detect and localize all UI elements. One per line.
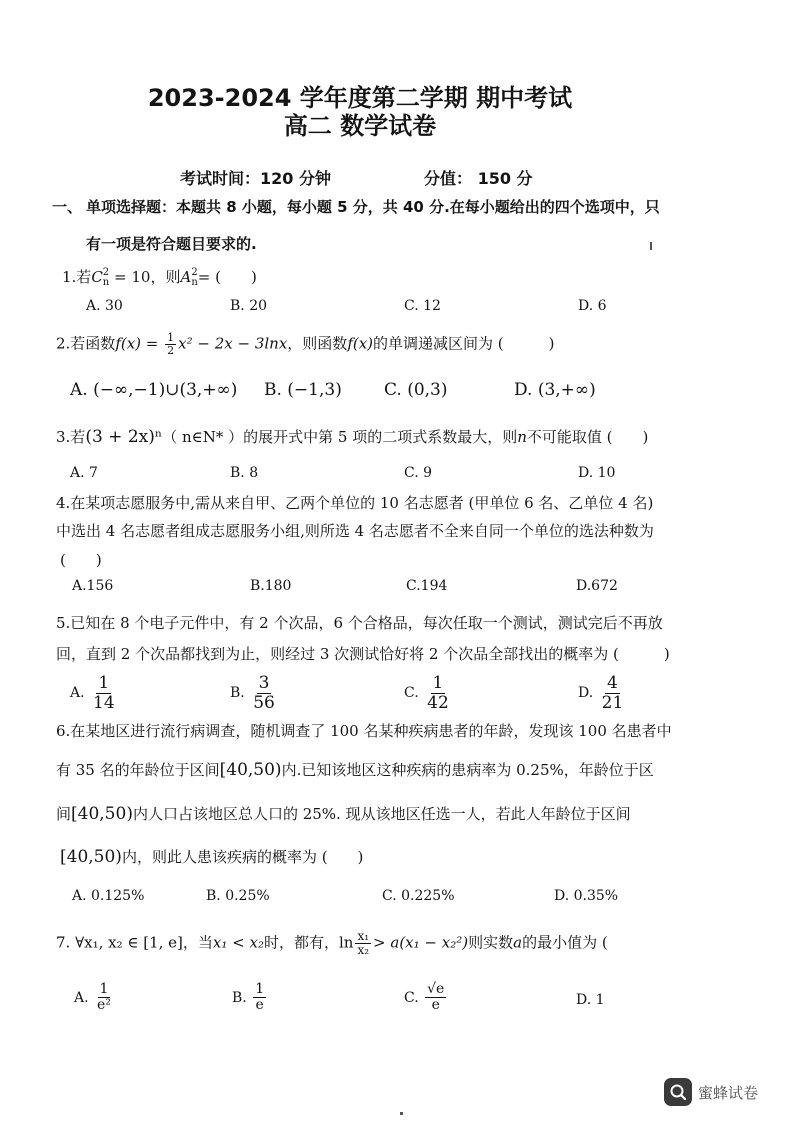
q5-c-den: 42 [427, 692, 449, 713]
search-bubble-icon [664, 1078, 692, 1106]
q1-a-sup: 2 [191, 267, 198, 278]
q2-fx-tail: x² − 2x − 3lnx [178, 334, 288, 353]
q1-text-b: ，则 [150, 268, 181, 286]
q7-a-den: e² [97, 997, 111, 1014]
exam-score: 分值： 150 分 [424, 169, 533, 188]
q5-a-num: 1 [98, 673, 110, 693]
q7-text-a: 7. ∀x₁, x₂ ∈ [1, e]，当 [56, 933, 213, 952]
q6-line3-b: 内人口占该地区总人口的 25%. 现从该地区任选一人，若此人年龄位于区间 [132, 805, 631, 823]
q5-option-c-label: C. [404, 685, 419, 702]
q5-d-num: 4 [607, 673, 618, 693]
q2-half-num: 1 [167, 331, 175, 344]
question-4-line3: ( ) [60, 551, 102, 569]
q7-option-a-fraction [95, 982, 113, 1014]
q1-c-sub: n [102, 277, 110, 288]
q7-option-c-label: C. [404, 989, 419, 1006]
q5-a-den: 14 [93, 692, 115, 713]
q6-line2-a: 有 35 名的年龄位于区间 [56, 761, 220, 779]
q7-option-c [404, 982, 448, 1014]
q5-option-a [70, 674, 119, 712]
q7-c-den: e [431, 997, 440, 1014]
q3-option-c: C. 9 [404, 465, 433, 481]
q1-option-d: D. 6 [578, 298, 607, 314]
q5-b-num: 3 [258, 673, 270, 693]
q7-var: a [513, 933, 523, 952]
q2-option-d: D. (3,+∞) [514, 380, 596, 400]
q2-option-a: A. (−∞,−1)∪(3,+∞) [70, 380, 238, 400]
q2-option-b: B. (−1,3) [264, 380, 342, 400]
exam-subtitle: 高二 数学试卷 [283, 112, 437, 140]
q4-option-c: C.194 [406, 578, 448, 594]
q7-option-b-label: B. [232, 989, 247, 1006]
q5-c-num: 1 [432, 673, 444, 693]
q6-interval-3: [40,50) [60, 847, 122, 867]
question-7-stem [56, 930, 608, 957]
q7-cond: x₁ < x₂ [212, 933, 264, 952]
q7-text-b: 时，都有， [263, 933, 339, 952]
q5-option-d-fraction [600, 674, 626, 712]
q1-a-sub: n [191, 277, 198, 288]
q7-a-num: 1 [99, 981, 109, 997]
q7-option-b-fraction [253, 982, 266, 1014]
exam-time: 考试时间：120 分钟 [180, 169, 331, 188]
q6-option-d: D. 0.35% [554, 888, 619, 904]
q6-line4-b: 内，则此人患该疾病的概率为 ( ) [121, 848, 364, 866]
q7-ineq: > a(x₁ − x₂²) [373, 933, 469, 952]
q7-c-num: √e [427, 981, 445, 997]
q3-expr: (3 + 2x)ⁿ [85, 427, 163, 447]
question-4-line1: 4.在某项志愿服务中,需从来自甲、乙两个单位的 10 名志愿者 (甲单位 6 名、乙单位 4 名) [56, 494, 654, 512]
question-5-line1: 5.已知在 8 个电子元件中，有 2 个次品，6 个合格品，每次任取一个测试，测试完后不再放 [56, 614, 663, 632]
q6-interval-2: [40,50) [71, 804, 133, 824]
question-6-line3 [56, 803, 631, 824]
question-4-line2: 中选出 4 名志愿者组成志愿服务小组,则所选 4 名志愿者不全来自同一个单位的选法种数为 [56, 522, 654, 540]
q5-option-a-fraction [91, 674, 117, 712]
section-instructions-line1: 单项选择题：本题共 8 小题，每小题 5 分，共 40 分.在每小题给出的四个选项中，只 [86, 198, 660, 216]
q4-option-d: D.672 [576, 578, 618, 594]
q1-c-sup: 2 [102, 267, 110, 278]
question-1-stem [62, 266, 257, 288]
q1-text-c: = ( ) [197, 268, 257, 286]
question-5-line2: 回，直到 2 个次品都找到为止，则经过 3 次测试恰好将 2 个次品全部找出的概率为 ( ) [56, 645, 670, 663]
scan-speck [650, 242, 652, 250]
q6-interval-1: [40,50) [219, 760, 282, 780]
q6-option-a: A. 0.125% [72, 888, 145, 904]
q7-text-d: 的最小值为 ( [522, 933, 608, 952]
q1-c-value: = 10 [109, 268, 151, 286]
q3-option-a: A. 7 [70, 465, 98, 481]
question-6-line2 [56, 759, 654, 780]
q1-a: A [180, 268, 192, 286]
section-instructions-line2: 有一项是符合题目要求的. [86, 235, 257, 253]
q6-option-b: B. 0.25% [206, 888, 270, 904]
q2-half-den: 2 [167, 344, 175, 358]
q1-text-a: 1.若 [62, 268, 92, 286]
q2-fx2: f(x) [347, 334, 374, 353]
q2-text-b: ，则函数 [287, 334, 348, 353]
q2-option-c: C. (0,3) [384, 380, 448, 400]
q5-option-b [230, 674, 279, 712]
q3-option-d: D. 10 [578, 465, 616, 481]
q5-option-d-label: D. [578, 685, 594, 702]
q7-ln: ln [339, 933, 354, 952]
q5-option-b-fraction [251, 674, 277, 712]
q7-option-a [74, 982, 115, 1014]
q3-text-c: 不可能取值 ( ) [526, 428, 649, 446]
q3-var: n [517, 428, 527, 446]
question-6-line1: 6.在某地区进行流行病调查，随机调查了 100 名某种疾病患者的年龄，发现该 100 名患者中 [56, 722, 672, 740]
q3-text-a: 3.若 [56, 428, 86, 446]
q1-option-c: C. 12 [404, 298, 441, 314]
watermark [664, 1078, 758, 1106]
q2-fx: f(x) = [115, 334, 164, 353]
question-2-stem [56, 332, 555, 357]
q5-option-c-fraction [425, 674, 451, 712]
q1-c: C [91, 268, 103, 286]
q7-option-c-fraction [425, 982, 446, 1014]
q6-line2-b: 内.已知该地区这种疾病的患病率为 0.25%，年龄位于区 [281, 761, 654, 779]
q3-option-b: B. 8 [230, 465, 259, 481]
q5-d-den: 21 [601, 692, 624, 713]
q3-cond: （ n∈N* ） [162, 428, 244, 446]
q7-option-b [232, 982, 268, 1014]
q7-text-c: 则实数 [468, 933, 514, 952]
q2-text-a: 2.若函数 [56, 334, 116, 353]
q2-text-c: 的单调递减区间为 ( ) [373, 334, 555, 353]
q5-option-d [578, 674, 627, 712]
q7-b-num: 1 [255, 981, 265, 997]
q7-option-a-label: A. [74, 989, 89, 1006]
question-6-line4 [60, 846, 363, 867]
q7-ln-fraction [355, 930, 371, 957]
q7-option-d: D. 1 [576, 992, 605, 1008]
q5-option-b-label: B. [230, 685, 245, 702]
q2-half-fraction [165, 332, 176, 357]
q5-option-c [404, 674, 453, 712]
q7-ln-den: x₂ [357, 943, 370, 958]
q1-option-b: B. 20 [230, 298, 268, 314]
scan-speck [400, 1112, 403, 1115]
q6-option-c: C. 0.225% [382, 888, 455, 904]
question-3-stem [56, 426, 648, 447]
q4-option-a: A.156 [72, 578, 114, 594]
section-number: 一、 [52, 198, 83, 216]
q5-option-a-label: A. [70, 685, 85, 702]
watermark-text: 蜜蜂试卷 [698, 1083, 759, 1102]
q6-line3-a: 间 [56, 805, 72, 823]
q7-b-den: e [255, 997, 264, 1014]
q1-option-a: A. 30 [86, 298, 123, 314]
q5-b-den: 56 [253, 692, 275, 713]
q4-option-b: B.180 [250, 578, 292, 594]
q7-ln-num: x₁ [357, 929, 370, 943]
q3-text-b: 的展开式中第 5 项的二项式系数最大，则 [243, 428, 518, 446]
exam-title: 2023-2024 学年度第二学期 期中考试 [147, 84, 573, 112]
